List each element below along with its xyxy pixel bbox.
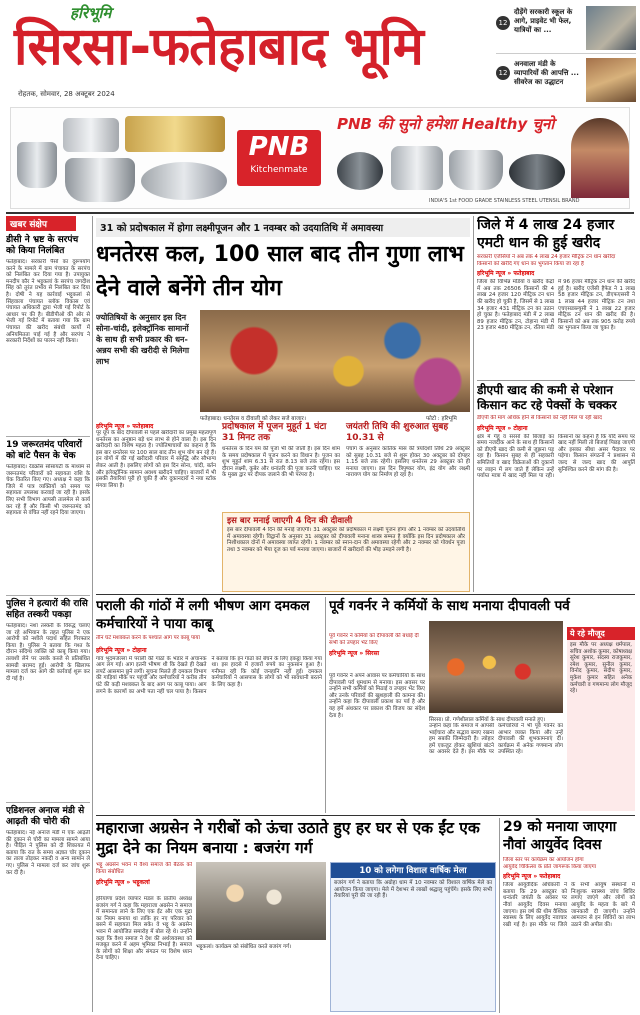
lead-photo [200, 310, 470, 412]
brief-headline: एडिशनल अनाज मंडी से आढ़ती की चोरी की [6, 806, 85, 827]
ayurved-story[interactable] [503, 818, 635, 1013]
ayurved-bullet: जिला स्तर पर कार्यक्रम का आयोजन होगा [503, 857, 584, 863]
governor-bullet: पूर्व गवर्नर ने कर्मियों को दीपावली की बधाई दी [329, 633, 419, 639]
fair-box-body: बजरंग गर्ग ने बताया कि अग्रोहा धाम में 10 नवम्बर को विशाल वार्षिक मेले का आयोजन किया जाएगा। मेले में देशभर से लाखों श्रद्धालु पहुंचेंगे। इसके लिए सभी तैयारियां पूरी की जा रही हैं। [334, 880, 492, 900]
dap-bullet: डीएपी की मांग अधिक होने से किसानों को नहीं मिल पा रही खाद [477, 415, 602, 421]
teaser-photo [586, 58, 636, 102]
lead-body-3: पंचांग के अनुसार कार्तिक मास की त्रयोदशी तिथि 29 अक्टूबर को सुबह 10.31 बजे से शुरू होकर 30 अक्टूबर को दोपहर 1.15 बजे तक रहेगी। इसलिए धनतेरस 29 अक्टूबर को ही मनाया जाएगा। इस दिन त्रिपुष्कर योग, इंद्र योग और लक्ष्मी नारायण योग का निर्माण हो रहा है। [346, 446, 470, 479]
governor-photo [429, 621, 563, 713]
ad-products [337, 142, 567, 192]
lead-headline: धनतेरस कल, 100 साल बाद तीन गुणा लाभ देने वाले बनेंगे तीन योग [96, 242, 464, 301]
fire-byline: हरिभूमि न्यूज » टोहाना [96, 646, 147, 654]
diwali-box [222, 512, 470, 592]
agrasen-headline: महाराजा अग्रसेन ने गरीबों को ऊंचा उठाते हुए हर घर से एक ईंट एक मुद्रा देने का नियम बनाया : बजरंग गर्ग [96, 819, 480, 857]
teaser-2[interactable] [496, 58, 636, 106]
lead-deck: ज्योतिषियों के अनुसार इस दिन सोना-चांदी, इलेक्ट्रॉनिक सामानों के साथ ही सभी प्रकार की धन-अन्नय सभी की खरीदी से मिलेगा लाभ [96, 313, 190, 366]
brief-body: फतेहाबाद। रेडक्रॉस सोसायटी के माध्यम से जरूरतमंद परिवारों को सहायता राशि के चेक वितरित किए गए। अध्यक्ष ने कहा कि जिले में पात्र व्यक्तियों को समय पर सहायता उपलब्ध करवाई जा रही है। इसके लिए सभी विभाग आपसी तालमेल से कार्य कर रहे हैं और किसी भी जरूरतमंद को सहायता से वंचित नहीं रहने दिया जाएगा। [6, 464, 90, 517]
governor-photo-caption: सिरसा। प्रो. गणेशीलाल कर्मियों के साथ दीपावली मनाते हुए। [429, 717, 546, 723]
teaser-1[interactable] [496, 6, 636, 54]
diwali-box-body: इस बार दीपावली 4 दिन की मनाई जाएगी। 31 अक्टूबर को प्रदोषकाल में लक्ष्मी पूजन होगा और 1 नवम्बर को उदयातिथि में अमावस्या रहेगी। विद्वानों के अनुसार 31 अक्टूबर को दीपावली मनाना शास्त्र सम्मत है क्योंकि इस दिन प्रदोषकाल और निशीथकाल दोनों में अमावस्या व्याप्त रहेगी। 1 नवम्बर को स्नान-दान की अमावस्या रहेगी और 2 नवम्बर को गोवर्धन पूजा तथा 3 नवम्बर को भैया दूज का पर्व मनाया जाएगा। बाजारों में खरीदारों की भीड़ उमड़ने लगी है। [227, 527, 465, 553]
paddy-story[interactable] [477, 216, 635, 378]
ayurved-bullet: आयुर्वेद चिकित्सा के प्रति जागरूक किया जाएगा [503, 863, 597, 870]
paddy-bullet: किसानों को खरीदे गए धान का भुगतान किया जा रहा है [477, 260, 584, 267]
fair-box-head: 10 को लगेगा विशाल वार्षिक मेला [331, 863, 495, 878]
ayurved-byline: हरिभूमि न्यूज » फतेहाबाद [503, 873, 561, 881]
agrasen-bullet: भट्टू अग्रसेन भवन में वैश्य समाज की बैठक को किया संबोधित [96, 862, 192, 875]
ayurved-headline: 29 को मनाया जाएगा नौवां आयुर्वेद दिवस [503, 819, 617, 853]
paddy-byline: हरिभूमि न्यूज » फतेहाबाद [477, 270, 535, 278]
brief-headline: पुलिस ने हत्यारों की रासि सहित तस्करी पकड़ा [6, 599, 88, 620]
fire-headline: पराली की गांठों में लगी भीषण आग दमकल कर्मचारियों ने पाया काबू [96, 598, 310, 632]
lead-kicker: 31 को प्रदोषकाल में होगा लक्ष्मीपूजन और 1 नवम्बर को उदयातिथि में अमावस्या [96, 218, 470, 237]
lead-byline: हरिभूमि न्यूज » फतेहाबाद [96, 423, 154, 430]
agrasen-byline: हरिभूमि न्यूज » भट्टूकलां [96, 879, 150, 887]
dap-headline: डीएपी खाद की कमी से परेशान किसान कट रहे पेक्सों के चक्कर [477, 383, 617, 412]
pnb-advertisement[interactable] [10, 107, 630, 209]
dap-byline: हरिभूमि न्यूज » टोहाना [477, 424, 528, 432]
agrasen-photo [196, 862, 326, 940]
lead-story[interactable] [96, 216, 470, 592]
news-brief-column [6, 216, 90, 1013]
attendees-label: ये रहे मौजूद [567, 627, 635, 640]
brief-headline: डीसी ने भ्रष्ट के सरपंच को किया निलंबित [6, 235, 79, 256]
lead-subhead-2: जयंतरी तिथि की शुरुआत सुबह 10.31 से [346, 422, 449, 443]
ad-model-photo [571, 118, 629, 198]
teaser-page-number: 12 [496, 66, 510, 80]
pnb-brand: PNB [248, 132, 310, 162]
governor-byline: हरिभूमि न्यूज » सिरसा [329, 650, 380, 658]
cookware-illustration [13, 112, 233, 206]
teaser-text: दौड़ेंगे सरकारी स्कूल के आगे, प्राइवेट भी फेल, यात्रियों का ... [514, 8, 573, 34]
lead-photo-credit: फोटो : हरिभूमि [426, 416, 457, 422]
governor-bullet: सभी को उपहार भेंट किए [329, 639, 378, 646]
agrasen-story[interactable] [96, 818, 496, 1013]
pnb-logo [237, 130, 321, 186]
ayurved-body: जिला आयुर्वेदिक अधिकारी ने बताया कि 29 अक्टूबर को धन्वंतरि जयंती के अवसर पर नौवां आयुर्वेद दिवस मनाया जाएगा। इस वर्ष की थीम वैश्विक स्वास्थ्य के लिए आयुर्वेद नवाचार रखी गई है। इस मौके पर जिले के सभी आयुष संस्थानों में निःशुल्क स्वास्थ्य जांच शिविर लगाए जाएंगे और लोगों को आयुर्वेद के महत्व के बारे में जानकारी दी जाएगी। उन्होंने आमजन से इन शिविरों का लाभ उठाने की अपील की। [503, 882, 635, 928]
governor-body-1: पूर्व गवर्नर ने अपने आवास पर कर्मचारियों के साथ दीपावली पर्व धूमधाम से मनाया। इस अवसर पर उन्होंने सभी कर्मियों को मिठाई व उपहार भेंट किए और उनके परिवारों की खुशहाली की कामना की। उन्होंने कहा कि दीपावली प्रकाश का पर्व है और यह हमें अंधकार पर प्रकाश की विजय का संदेश देता है। [329, 673, 425, 719]
brief-headline: 19 जरूरतमंद परिवारों को बांटे पैसन के चेक [6, 440, 82, 461]
fire-story[interactable] [96, 597, 322, 813]
dap-story[interactable] [477, 383, 635, 591]
lead-photo-caption: फतेहाबाद। धनतेरस व दीवाली को लेकर सजे बाजार। [200, 416, 306, 422]
fair-box [330, 862, 496, 1012]
teaser-photo [586, 6, 636, 50]
teaser-text: अनवाला मंडी के व्यापारियों की आपत्ति ... सीवरेज का उद्धाटन [514, 60, 579, 86]
page-title: सिरसा-फतेहाबाद भूमि [14, 17, 423, 77]
lead-subhead-1: प्रदोषकाल में पूजन मुहूर्त 1 घंटा 31 मिनट तक [222, 422, 327, 443]
governor-headline: पूर्व गवर्नर ने कर्मियों के साथ मनाया दीपावली पर्व [329, 598, 570, 614]
ad-footer: INDIA'S 1st FOOD GRADE STAINLESS STEEL UTENSIL BRAND [429, 198, 580, 204]
fire-bullet: तीन घंटे मशक्कत करने के पश्चात आग पर काबू पाया [96, 635, 200, 641]
brief-label: खबर संक्षेप [6, 216, 76, 231]
fire-body: गांव भूदमजल्ला में पराली की गांठों के भंडार में अचानक आग लग गई। आग इतनी भीषण थी कि देखते ही देखते लपटें आसमान छूने लगीं। सूचना मिलते ही दमकल विभाग की गाड़ियां मौके पर पहुंचीं और कर्मचारियों ने करीब तीन घंटे की कड़ी मशक्कत के बाद आग पर काबू पाया। आग लगने के कारणों का अभी पता नहीं चल पाया है। किसान ने बताया कि इन गांठों को बेचने के लिए इकट्ठा किया गया था। इस हादसे में हजारों रुपये का नुकसान हुआ है। गनीमत रही कि कोई जनहानि नहीं हुई। दमकल कर्मचारियों ने आसपास के लोगों को भी सावधानी बरतने के लिए कहा है। [96, 655, 322, 695]
dap-body: क्षेत्र में गेहूं व सरसों की बिजाई का समय नजदीक आने के साथ ही किसानों को डीएपी खाद की कमी से जूझना पड़ रहा है। किसान सुबह से ही सहकारी समितियों व खाद विक्रेताओं की दुकानों पर लाइन में लग जाते हैं लेकिन उन्हें पर्याप्त मात्रा में खाद नहीं मिल पा रही। किसानों का कहना है कि यदि समय पर खाद नहीं मिली तो बिजाई पिछड़ जाएगी और इसका सीधा असर पैदावार पर पड़ेगा। किसान संगठनों ने प्रशासन से जल्द से जल्द खाद की आपूर्ति सुनिश्चित करने की मांग की है। [477, 433, 635, 480]
attendees-box [567, 627, 635, 811]
brief-body: फतेहाबाद। नशा तस्करी के विरुद्ध चलाए जा रहे अभियान के तहत पुलिस ने एक आरोपी को नशीले पदार्थ सहित गिरफ्तार किया है। पुलिस ने बताया कि गश्त के दौरान संदिग्ध व्यक्ति को काबू किया गया। तलाशी लेने पर उसके कब्जे से प्रतिबंधित सामग्री बरामद हुई। आरोपी के खिलाफ मामला दर्ज कर आगे की कार्रवाई शुरू कर दी गई है। [6, 623, 90, 682]
brief-body: फतेहाबाद। नई अनाज मंडी में एक आढ़ती की दुकान से चोरी का मामला सामने आया है। पीड़ित ने पुलिस को दी शिकायत में बताया कि रात के समय अज्ञात चोर दुकान का ताला तोड़कर नकदी व अन्य सामान ले गए। पुलिस ने मामला दर्ज कर जांच शुरू कर दी है। [6, 830, 90, 876]
teaser-page-number: 12 [496, 16, 510, 30]
agrasen-body: हरियाणा प्रदेश व्यापार मंडल के प्रांतीय अध्यक्ष बजरंग गर्ग ने कहा कि महाराजा अग्रसेन ने समाज में समानता लाने के लिए एक ईंट और एक मुद्रा का नियम बनाया था ताकि हर नए परिवार को बसने में सहायता मिल सके। वे भट्टू के अग्रसेन भवन में आयोजित समारोह में बोल रहे थे। उन्होंने कहा कि वैश्य समाज ने देश की अर्थव्यवस्था को मजबूत करने में अहम भूमिका निभाई है। समाज के लोगों को शिक्षा और संगठन पर विशेष ध्यान देना चाहिए। [96, 896, 192, 962]
lead-body-2: धनतेरस के दिन यम की पूजा भी की जाती है। इस दिन शाम के समय प्रदोषकाल में पूजन करने का विधान है। पूजन का शुभ मुहूर्त शाम 6.31 से रात 8.13 बजे तक रहेगा। इस दौरान लक्ष्मी, कुबेर और धन्वंतरि की पूजा करनी चाहिए। घर के मुख्य द्वार पर दीपक जलाने की भी परंपरा है। [222, 446, 340, 479]
governor-body-2: उन्होंने कहा कि समाज में आपसी भाईचारा और सद्भाव बनाए रखना हम सबकी जिम्मेदारी है। त्योहार हमें एकजुट होकर खुशियां बांटने का अवसर देते हैं। इस मौके पर कर्मचारियों ने भी पूर्व गवर्नर का आभार व्यक्त किया और उन्हें दीपावली की शुभकामनाएं दीं। कार्यक्रम में अनेक गणमान्य लोग उपस्थित रहे। [429, 723, 563, 756]
pnb-sub: Kitchenmate [250, 165, 308, 175]
brand-logo: हरिभूमि [70, 4, 112, 22]
lead-body-1: पूर ग्रूप के बाद दीपावली से पहले खरीदारी का प्रमुख महत्वपूर्ण धनतेरस का अनुष्ठान बड़े धन लाभ से होने वाला है। इस दिन खरीदारी का विशेष महत्व है। ज्योतिषाचार्यों का कहना है कि इस बार धनतेरस पर 100 साल बाद तीन शुभ योग बन रहे हैं। इन योगों में की गई खरीदारी परिवार में समृद्धि और सौभाग्य लेकर आती है। इसलिए लोगों को इस दिन सोना, चांदी, बर्तन और इलेक्ट्रॉनिक सामान अवश्य खरीदने चाहिए। बाजारों में भी इसकी तैयारियां पूरी हो चुकी हैं और दुकानदारों ने नया स्टॉक मंगवा लिया है। [96, 430, 216, 489]
paddy-bullet: सरकारी एजेंसियों ने अब तक 4 लाख 24 हजार मीट्रिक टन धान खरीदा [477, 254, 616, 260]
dateline: रोहतक, सोमवार, 28 अक्टूबर 2024 [18, 90, 115, 98]
ad-slogan: PNB की सुनो हमेशा Healthy चुनो [337, 115, 555, 133]
governor-story[interactable] [329, 597, 635, 813]
agrasen-photo-caption: भट्टूकलां। कार्यक्रम को संबोधित करते बजरंग गर्ग। [196, 944, 292, 950]
diwali-box-head: इस बार मनाई जाएगी 4 दिन की दीवाली [227, 516, 353, 526]
attendees-body: इस मौके पर अध्यक्ष धर्मपाल, सचिव अशोक कुमार, कोषाध्यक्ष सुरेश कुमार, सदस्य राजकुमार, रमेश कुमार, सुनील कुमार, विनोद कुमार, संदीप कुमार, मुकेश कुमार सहित अनेक कर्मचारी व गणमान्य लोग मौजूद रहे। [570, 642, 632, 695]
brief-body: फतेहाबाद। सरकारी पैसों का दुरूपयोग करने के मामले में ग्राम पंचायत के सरपंच को निलंबित कर दिया गया है। उपायुक्त मनदीप कौर ने भट्टूकलां के सरपंच जगदीश सिंह को तुरंत प्रभाव से निलंबित कर दिया है। दोषी ने यह कार्रवाई भट्टूकलां से सिंहवाला पंचायत ब्लॉक विकास एवं पंचायत अधिकारी द्वारा भेजी गई रिपोर्ट के आधार पर की है। बीडीपीओ की ओर से भेजी गई रिपोर्ट में बताया गया कि ग्राम पंचायत की खरीद संबंधी कार्यों में अनियमितता पाई गई है और सरपंच ने सरकारी निर्देशों का पालन नहीं किया। [6, 259, 90, 345]
paddy-headline: जिले में 4 लाख 24 हजार एमटी धान की हुई खरीद [477, 217, 615, 251]
paddy-body: जिला की विभिन्न मंडियों व खरीद केंद्रों में अब तक 26506 किसानों की 4 लाख 24 हजार 120 मीट्रिक टन धान की खरीद हो चुकी है, जिसमें से 1 लाख 34 हजार 431 मीट्रिक टन का उठान हो चुका है। फतेहाबाद मंडी में 2 लाख 89 हजार मीट्रिक टन, टोहाना मंडी में 23 हजार 480 मीट्रिक टन, रतिया मंडी में 96 हजार मीट्रिक टन धान की खरीद हुई है। खरीद एजेंसी हैफेड ने 1 लाख 58 हजार मीट्रिक टन, डीएफएससी ने 1 लाख 44 हजार मीट्रिक टन तथा एचएसडब्ल्यूसी ने 1 लाख 22 हजार मीट्रिक टन धान की खरीद की है। किसानों को अब तक 905 करोड़ रुपये का भुगतान किया जा चुका है। [477, 279, 635, 332]
